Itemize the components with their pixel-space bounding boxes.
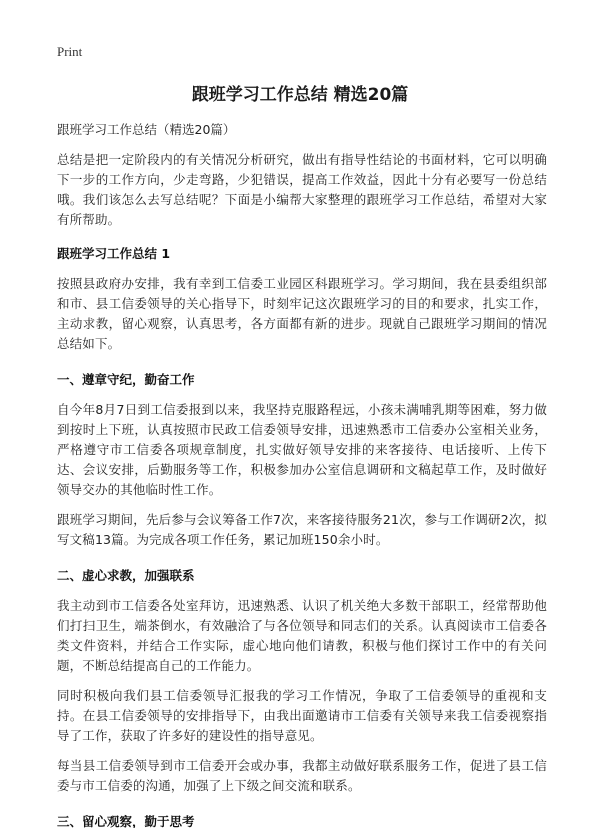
subheading-discipline: 一、遵章守纪，勤奋工作: [57, 372, 195, 387]
intro-paragraph: 总结是把一定阶段内的有关情况分析研究，做出有指导性结论的书面材料，它可以明确下一步的工作方向，少走弯路，少犯错误，提高工作效益，因此十分有必要写一份总结哦。我们该怎么去写总结呢？下面是小编帮大家整理的跟班学习工作总结，希望对大家有所帮助。: [57, 152, 547, 227]
subheading-learning: 二、虚心求教，加强联系: [57, 568, 195, 583]
page-title: 跟班学习工作总结 精选20篇: [191, 85, 409, 105]
print-link[interactable]: Print: [57, 44, 83, 59]
paragraph-learning-1: 我主动到市工信委各处室拜访，迅速熟悉、认识了机关绝大多数干部职工，经常帮助他们打扫卫生，端茶倒水，有效融洽了与各位领导和同志们的关系。认真阅读市工信委各类文件资料，并结合工作实际，虚心地向他们请教，积极与他们探讨工作中的有关问题，不断总结提高自己的工作能力。: [57, 598, 547, 673]
document-subtitle: 跟班学习工作总结（精选20篇）: [57, 122, 236, 137]
section1-paragraph: 按照县政府办安排，我有幸到工信委工业园区科跟班学习。学习期间，我在县委组织部和市、县工信委领导的关心指导下，时刻牢记这次跟班学习的目的和要求，扎实工作，主动求教，留心观察，认真思考，各方面都有新的进步。现就自己跟班学习期间的情况总结如下。: [57, 276, 547, 351]
paragraph-discipline-1: 自今年8月7日到工信委报到以来，我坚持克服路程远，小孩未满哺乳期等困难，努力做到按时上下班，认真按照市民政工信委领导安排，迅速熟悉市工信委办公室相关业务，严格遵守市工信委各项规章制度，扎实做好领导安排的来客接待、电话接听、上传下达、会议安排，后勤服务等工作，积极参加办公室信息调研和文稿起草工作，及时做好领导交办的其他临时性工作。: [57, 402, 547, 497]
document-body: [57, 120, 547, 828]
section-heading-1: 跟班学习工作总结 1: [57, 246, 171, 261]
paragraph-learning-2: 同时积极向我们县工信委领导汇报我的学习工作情况，争取了工信委领导的重视和支持。在县工信委领导的安排指导下，由我出面邀请市工信委有关领导来我工信委视察指导了工作，获取了许多好的建设性的指导意见。: [57, 688, 547, 743]
subheading-observation: 三、留心观察，勤于思考: [57, 814, 195, 828]
paragraph-learning-3: 每当县工信委领导到市工信委开会或办事，我都主动做好联系服务工作，促进了县工信委与市工信委的沟通，加强了上下级之间交流和联系。: [57, 758, 547, 793]
paragraph-discipline-2: 跟班学习期间，先后参与会议筹备工作7次，来客接待服务21次，参与工作调研2次，拟写文稿13篇。为完成各项工作任务，累记加班150余小时。: [57, 512, 547, 547]
